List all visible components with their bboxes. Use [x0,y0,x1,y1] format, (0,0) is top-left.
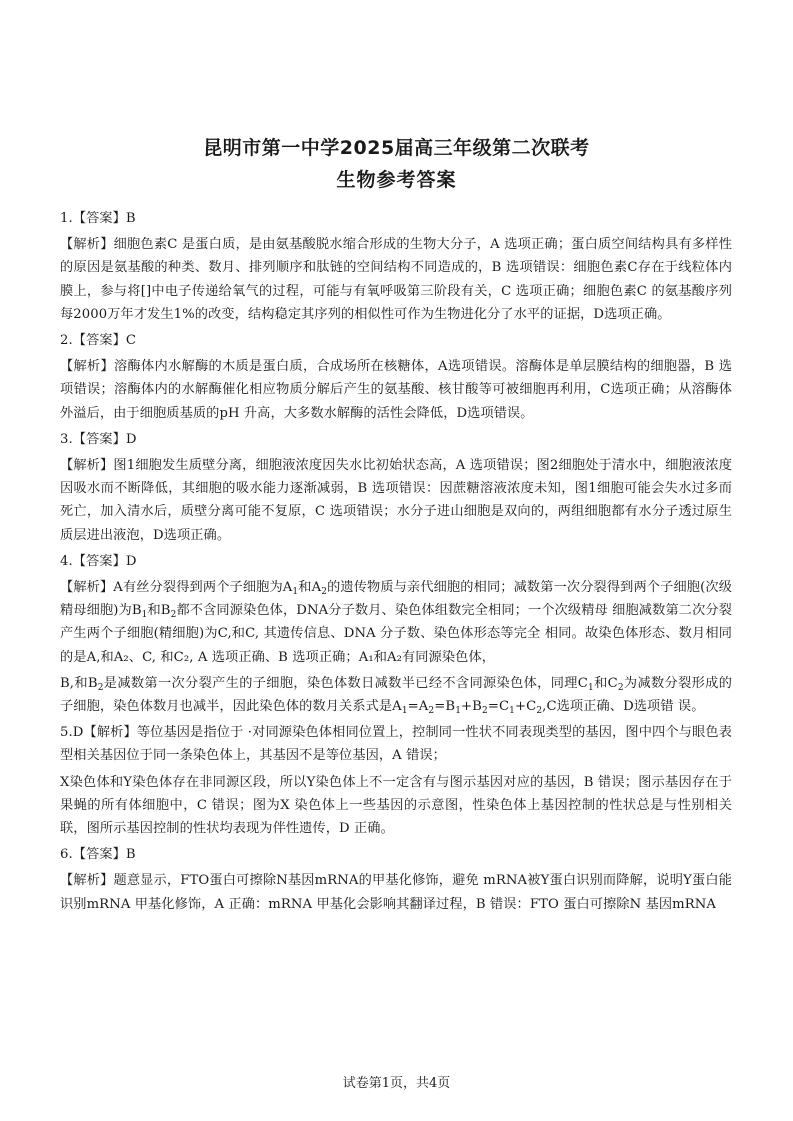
page-subtitle: 生物参考答案 [336,169,457,191]
answer-3: 3.【答案】D [60,431,137,447]
analysis-3: 【解析】图1细胞发生质壁分离，细胞液浓度因失水比初始状态高，A 选项错误；图2细胞处于清水中，细胞液浓度因吸水而不断降低，其细胞的吸水能力逐渐减弱，B 选项错误：因蔗糖溶液浓度未知，图1细胞可能会失水过多而死亡，加入清水后，质壁分离可能不复原，C 选项错误；水分子进山细胞是双向的，两组细胞都有水分子透过原生质层进出液泡，D选项正确。 [60,458,732,543]
answer-5: 5.D【解析】等位基因是指位于 ·对同源染色体相同位置上，控制同一性状不同表现类型的基因，图中四个与眼色表型相关基因位于同一条染色体上，其基因不是等位基因，A 错误； [60,725,732,764]
page-title: 昆明市第一中学2025届高三年级第二次联考 [203,137,590,159]
answer-2: 2.【答案】C [60,333,137,349]
analysis-6: 【解析】题意显示，FTO蛋白可擦除N基因mRNA的甲基化修饰，避免 mRNA被Y蛋白识别而降解，说明Y蛋白能识别mRNA 甲基化修饰，A 正确：mRNA 甲基化会影响其翻译过程，B 错误：FTO 蛋白可擦除N 基因mRNA [60,873,732,912]
answer-1: 1.【答案】B [60,211,136,226]
analysis-1: 【解析】细胞色素C 是蛋白质，是由氨基酸脱水缩合形成的生物大分子，A 选项正确；蛋白质空间结构具有多样性的原因是氨基酸的种类、数月、排列顺序和肽链的空间结构不同造成的，B 选项错误：细胞色素C存在于线粒体内膜上，参与将[]中电子传递给氧气的过程，可能与有氧呼吸第三阶段有关，C 选项正确；细胞色素C 的氨基酸序列每2000万年才发生1%的改变，结构稳定其序列的相似性可作为生物进化分了水平的证据，D选项正确。 [60,237,732,322]
analysis-5: X染色体和Y染色体存在非同源区段，所以Y染色体上不一定含有与图示基因对应的基因，B 错误；图示基因存在于果蝇的所有体细胞中，C 错误；图为X 染色体上一些基因的示意图，性染色体上基因控制的性状总是与性别相关联，图所示基因控制的性状均表现为伴性遗传，D 正确。 [60,774,732,837]
analysis-4b: B,和$B_2$是减数第一次分裂产生的子细胞，染色体数日减数半已经不含同源染色体，同理$C_1$和$C_2$为减数分裂形成的子细胞，染色体数月也减半，因此染色体的数月关系式是$A_1=A_2=B_1+B_2=C_1+C_2,C$选项正确、D选项错 误。 [60,675,733,717]
answer-content [60,207,732,919]
page-footer: 试卷第1页，共4页 [342,1076,451,1091]
answer-6: 6.【答案】B [60,847,136,863]
analysis-4a: 【解析】A有丝分裂得到两个子细胞为$A_1$和$A_2$的遗传物质与亲代细胞的相同；减数第一次分裂得到两个子细胞(次级精母细胞)为$B_1$和$B_2$都不含同源染色体，DNA分子数月、染色体组数完全相同；一个次级精母 细胞减数第二次分裂产生两个子细胞(精细胞)为C,和C, 其遗传信息、DNA 分子数、染色体形态等完全 相同。故染色体形态、数月相同的是A,和A₂、C, 和C₂, A 选项正确、B 选项正确；A₁和A₂有同源染色体， [60,580,732,665]
analysis-2: 【解析】溶酶体内水解酶的木质是蛋白质，合成场所在核糖体，A选项错误。溶酶体是单层膜结构的细胞器，B 选项错误；溶酶体内的水解酶催化相应物质分解后产生的氨基酸、核甘酸等可被细胞再利用，C选项正确；从溶酶体外溢后，由于细胞质基质的pH 升高，大多数水解酶的活性会降低，D选项错误。 [60,359,732,421]
answer-4: 4.【答案】D [60,553,137,569]
